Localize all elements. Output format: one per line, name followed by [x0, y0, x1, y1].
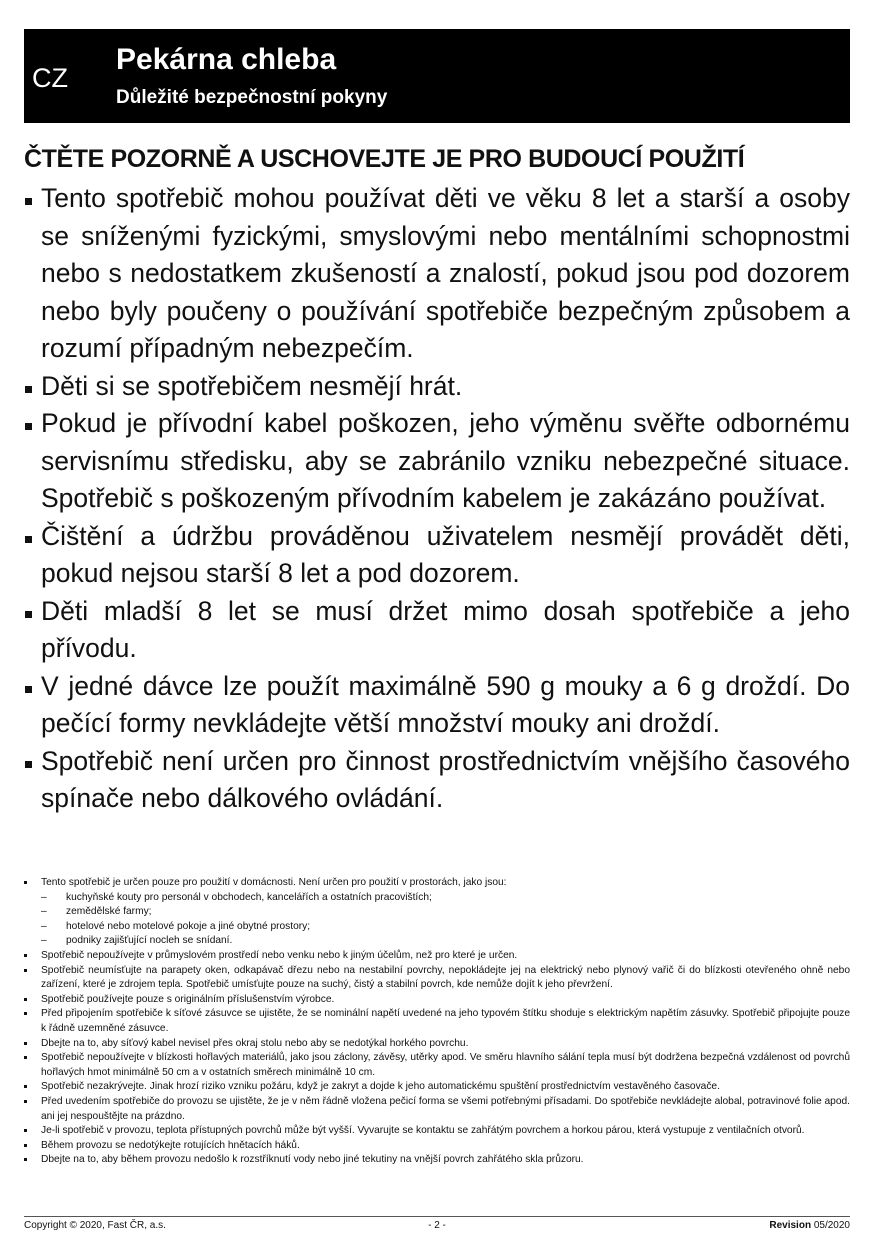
safety-item: Dbejte na to, aby síťový kabel nevisel přes okraj stolu nebo aby se nedotýkal horkého povrchu. — [24, 1037, 850, 1052]
safety-item: Spotřebič nezakrývejte. Jinak hrozí riziko vzniku požáru, když je zakryt a dojde k jeho automatickému spuštění prostřednictvím vestavěného časovače. — [24, 1080, 850, 1095]
document-subtitle: Důležité bezpečnostní pokyny — [116, 87, 388, 108]
safety-item: Spotřebič používejte pouze s originálním příslušenstvím výrobce. — [24, 993, 850, 1008]
sub-item: – zemědělské farmy; — [41, 905, 850, 920]
footer-divider — [24, 1216, 850, 1217]
safety-item-text: Tento spotřebič je určen pouze pro použití v domácnosti. Není určen pro použití v prostorách, jako jsou: — [41, 877, 507, 888]
header-bar — [24, 29, 850, 123]
copyright-text: Copyright © 2020, Fast ČR, a.s. — [24, 1220, 166, 1231]
safety-item: Před připojením spotřebiče k síťové zásuvce se ujistěte, že se nominální napětí uvedené na jeho typovém štítku shoduje s elektrickým napětím zásuvky. Spotřebič připojujte pouze k řádně uzemněné zásuvce. — [24, 1007, 850, 1036]
revision-date: 05/2020 — [813, 1220, 850, 1231]
main-safety-item: Tento spotřebič mohou používat děti ve věku 8 let a starší a osoby se sníženými fyzickými, smyslovými nebo mentálními schopnostmi nebo s nedostatkem zkušeností a znalostí, pokud jsou pod dozorem nebo byly poučeny o používání spotřebiče bezpečným způsobem a rozumí případným nebezpečím. — [24, 180, 850, 368]
safety-item: Spotřebič nepoužívejte v blízkosti hořlavých materiálů, jako jsou záclony, závěsy, utěrky apod. Ve směru hlavního sálání tepla musí být dodržena bezpečná vzdálenost od povrchů hořlavých hmot minimálně 50 cm a v ostatních směrech minimálně 10 cm. — [24, 1051, 850, 1080]
usage-exclusions-list — [41, 891, 850, 949]
sub-item: – podniky zajišťující nocleh se snídaní. — [41, 934, 850, 949]
page-number: - 2 - — [428, 1220, 446, 1231]
safety-item: Spotřebič nepoužívejte v průmyslovém prostředí nebo venku nebo k jiným účelům, než pro které je určen. — [24, 949, 850, 964]
safety-item: Před uvedením spotřebiče do provozu se ujistěte, že je v něm řádně vložena pečicí forma se všemi potřebnými přísadami. Do spotřebiče nevkládejte alobal, potravinové folie apod. ani jej nespouštějte na prázdno. — [24, 1095, 850, 1124]
safety-item: Během provozu se nedotýkejte rotujících hnětacích háků. — [24, 1139, 850, 1154]
revision-info — [769, 1220, 850, 1231]
sub-item: – kuchyňské kouty pro personál v obchodech, kancelářích a ostatních pracovištích; — [41, 891, 850, 906]
additional-safety-list — [24, 876, 850, 1168]
safety-item: Spotřebič neumísťujte na parapety oken, odkapávač dřezu nebo na nestabilní povrchy, nepokládejte jej na elektrický nebo plynový vařič či do blízkosti otevřeného ohně nebo zařízení, které je zdrojem tepla. Spotřebič umísťujte pouze na suchý, čistý a stabilní povrch, kde nemůže dojít k jeho převržení. — [24, 964, 850, 993]
main-safety-item: Čištění a údržbu prováděnou uživatelem nesmějí provádět děti, pokud nejsou starší 8 let a pod dozorem. — [24, 518, 850, 593]
sub-item: – hotelové nebo motelové pokoje a jiné obytné prostory; — [41, 920, 850, 935]
main-safety-item: V jedné dávce lze použít maximálně 590 g mouky a 6 g droždí. Do pečící formy nevkládejte větší množství mouky ani droždí. — [24, 668, 850, 743]
safety-item — [24, 876, 850, 949]
main-safety-list — [24, 180, 850, 818]
safety-item: Dbejte na to, aby během provozu nedošlo k rozstříknutí vody nebo jiné tekutiny na vnější povrch zahřátého skla průzoru. — [24, 1153, 850, 1168]
section-heading: ČTĚTE POZORNĚ A USCHOVEJTE JE PRO BUDOUCÍ POUŽITÍ — [24, 145, 745, 173]
main-safety-item: Spotřebič není určen pro činnost prostřednictvím vnějšího časového spínače nebo dálkového ovládání. — [24, 743, 850, 818]
document-title: Pekárna chleba — [116, 43, 337, 76]
main-safety-item: Pokud je přívodní kabel poškozen, jeho výměnu svěřte odbornému servisnímu středisku, aby se zabránilo vzniku nebezpečné situace. Spotřebič s poškozeným přívodním kabelem je zakázáno používat. — [24, 405, 850, 518]
language-code: CZ — [32, 63, 68, 93]
revision-label: Revision — [769, 1220, 812, 1231]
main-safety-item: Děti mladší 8 let se musí držet mimo dosah spotřebiče a jeho přívodu. — [24, 593, 850, 668]
main-safety-item: Děti si se spotřebičem nesmějí hrát. — [24, 368, 850, 406]
safety-item: Je-li spotřebič v provozu, teplota přístupných povrchů může být vyšší. Vyvarujte se kontaktu se zahřátým povrchem a horkou párou, která vystupuje z ventilačních otvorů. — [24, 1124, 850, 1139]
